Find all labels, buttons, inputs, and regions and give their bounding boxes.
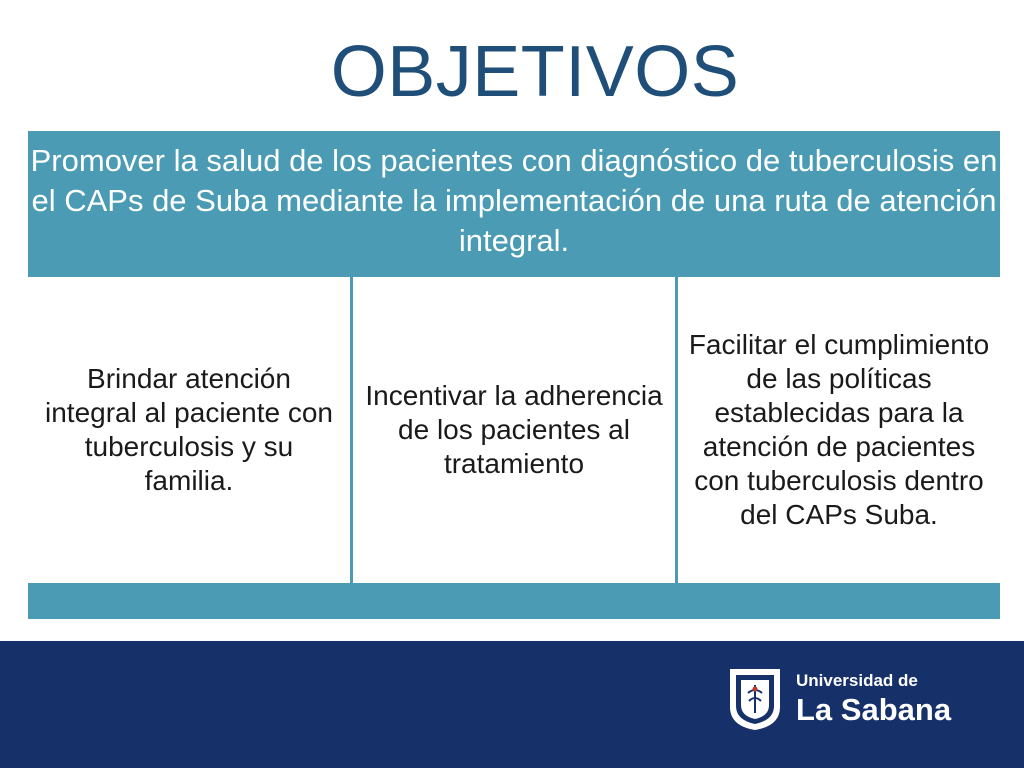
university-logo bbox=[728, 667, 951, 731]
logo-line-2: La Sabana bbox=[796, 692, 952, 727]
specific-objective-3: Facilitar el cumplimiento de las políticas establecidas para la atención de pacientes con tuberculosis dentro del CAPs Suba. bbox=[678, 277, 1000, 583]
specific-objective-2: Incentivar la adherencia de los pacientes al tratamiento bbox=[353, 277, 675, 583]
footer-bar bbox=[0, 641, 1024, 768]
university-seal-icon bbox=[728, 667, 782, 731]
logo-text bbox=[796, 670, 951, 728]
logo-line-1: Universidad de bbox=[796, 671, 918, 690]
general-objective: Promover la salud de los pacientes con diagnóstico de tuberculosis en el CAPs de Suba mediante la implementación de una ruta de atención integral. bbox=[30, 143, 998, 258]
specific-objective-1: Brindar atención integral al paciente con tuberculosis y su familia. bbox=[28, 277, 350, 583]
specific-objectives-row bbox=[28, 277, 1000, 583]
slide-title: OBJETIVOS bbox=[330, 32, 740, 112]
objectives-table bbox=[28, 131, 1000, 619]
